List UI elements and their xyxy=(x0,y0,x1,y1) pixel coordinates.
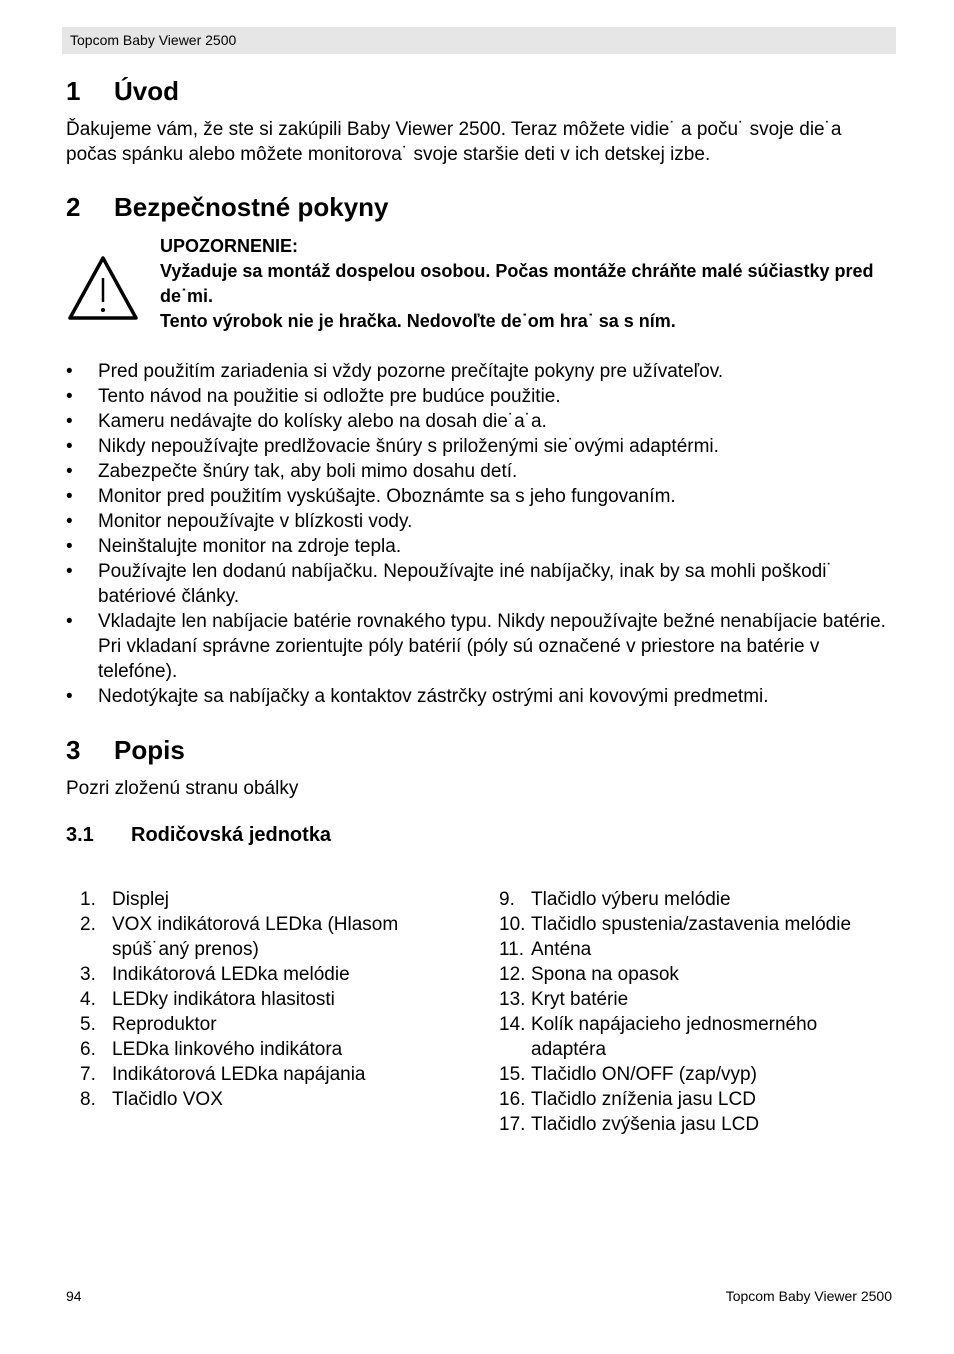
footer-title: Topcom Baby Viewer 2500 xyxy=(725,1288,892,1304)
item-text: Kolík napájacieho jednosmerného adaptéra xyxy=(531,1014,818,1060)
item-number: 13. xyxy=(499,989,526,1010)
list-item-text: Vkladajte len nabíjacie batérie rovnakého typu. Nikdy nepoužívajte bežné nenabíjacie batérie. Pri vkladaní správne zorientujte póly batérií (póly sú označené v priestore na batérie v telefóne). xyxy=(98,611,886,682)
bullet-marker: • xyxy=(66,436,73,457)
description-paragraph: Pozri zloženú stranu obálky xyxy=(66,778,299,799)
subsection-number: 3.1 xyxy=(66,824,94,846)
bullet-marker: • xyxy=(66,361,73,382)
list-item xyxy=(66,484,896,509)
list-item-text: Monitor nepoužívajte v blízkosti vody. xyxy=(98,511,413,532)
item-text: Anténa xyxy=(531,939,592,960)
list-item xyxy=(80,987,460,1012)
list-item xyxy=(80,912,460,962)
item-text: Tlačidlo zníženia jasu LCD xyxy=(531,1089,756,1110)
header-title: Topcom Baby Viewer 2500 xyxy=(70,32,237,48)
list-item-text: Nikdy nepoužívajte predlžovacie šnúry s priloženými sie˙ovými adaptérmi. xyxy=(98,436,719,457)
list-item xyxy=(80,1062,460,1087)
item-number: 11. xyxy=(499,939,525,960)
list-item-text: Tento návod na použitie si odložte pre budúce použitie. xyxy=(98,386,561,407)
list-item-text: Zabezpečte šnúry tak, aby boli mimo dosahu detí. xyxy=(98,461,518,482)
item-text: Kryt batérie xyxy=(531,989,629,1010)
item-number: 5. xyxy=(80,1014,96,1035)
item-number: 15. xyxy=(499,1064,526,1085)
list-item-text: Používajte len dodanú nabíjačku. Nepoužívajte iné nabíjačky, inak by sa mohli poškodi˙ batériové články. xyxy=(98,561,833,607)
warning-triangle-icon xyxy=(66,254,140,322)
subsection-heading xyxy=(66,824,331,847)
section-title: Popis xyxy=(114,735,185,765)
section-number: 2 xyxy=(66,192,81,222)
item-text: Tlačidlo VOX xyxy=(112,1089,223,1110)
item-number: 1. xyxy=(80,889,96,910)
section-heading-2 xyxy=(66,192,389,223)
item-number: 7. xyxy=(80,1064,96,1085)
list-item xyxy=(80,1012,460,1037)
safety-instructions-list xyxy=(66,359,896,709)
item-number: 4. xyxy=(80,989,96,1010)
item-number: 9. xyxy=(499,889,515,910)
list-item xyxy=(66,534,896,559)
list-item xyxy=(499,937,896,962)
list-item-text: Neinštalujte monitor na zdroje tepla. xyxy=(98,536,402,557)
parts-list-left xyxy=(80,887,460,1112)
warning-line: Tento výrobok nie je hračka. Nedovoľte de˙om hra˙ sa s ním. xyxy=(160,311,676,331)
list-item xyxy=(66,609,896,684)
list-item xyxy=(499,887,896,912)
list-item xyxy=(499,1012,896,1062)
list-item xyxy=(66,384,896,409)
section-number: 1 xyxy=(66,76,81,106)
list-item xyxy=(66,434,896,459)
bullet-marker: • xyxy=(66,611,73,632)
item-text: Tlačidlo ON/OFF (zap/vyp) xyxy=(531,1064,757,1085)
section-heading-3 xyxy=(66,735,185,766)
list-item xyxy=(66,509,896,534)
list-item xyxy=(80,962,460,987)
list-item-text: Pred použitím zariadenia si vždy pozorne prečítajte pokyny pre užívateľov. xyxy=(98,361,724,382)
bullet-marker: • xyxy=(66,686,73,707)
item-text: Indikátorová LEDka napájania xyxy=(112,1064,366,1085)
list-item xyxy=(80,887,460,912)
bullet-marker: • xyxy=(66,461,73,482)
item-text: Reproduktor xyxy=(112,1014,217,1035)
item-text: Tlačidlo spustenia/zastavenia melódie xyxy=(531,914,852,935)
bullet-marker: • xyxy=(66,511,73,532)
bullet-marker: • xyxy=(66,411,73,432)
list-item xyxy=(499,1062,896,1087)
warning-block xyxy=(160,234,880,334)
item-text: LEDka linkového indikátora xyxy=(112,1039,343,1060)
item-text: Displej xyxy=(112,889,170,910)
list-item xyxy=(80,1037,460,1062)
section-heading-1 xyxy=(66,76,179,107)
item-number: 10. xyxy=(499,914,526,935)
page-number: 94 xyxy=(66,1288,82,1304)
list-item-text: Nedotýkajte sa nabíjačky a kontaktov zástrčky ostrými ani kovovými predmetmi. xyxy=(98,686,769,707)
item-number: 16. xyxy=(499,1089,526,1110)
list-item xyxy=(66,459,896,484)
item-number: 8. xyxy=(80,1089,96,1110)
list-item xyxy=(66,684,896,709)
list-item-text: Kameru nedávajte do kolísky alebo na dosah die˙a˙a. xyxy=(98,411,547,432)
bullet-marker: • xyxy=(66,561,73,582)
item-number: 17. xyxy=(499,1114,526,1135)
subsection-title: Rodičovská jednotka xyxy=(131,824,332,846)
section-number: 3 xyxy=(66,735,81,765)
list-item xyxy=(499,1112,896,1137)
item-text: VOX indikátorová LEDka (Hlasom spúš˙aný prenos) xyxy=(112,914,399,960)
item-text: Tlačidlo zvýšenia jasu LCD xyxy=(531,1114,760,1135)
list-item xyxy=(80,1087,460,1112)
intro-paragraph: Ďakujeme vám, že ste si zakúpili Baby Viewer 2500. Teraz môžete vidie˙ a poču˙ svoje die˙a počas spánku alebo môžete monitorova˙ svoje staršie deti v ich detskej izbe. xyxy=(66,119,842,165)
item-text: LEDky indikátora hlasitosti xyxy=(112,989,335,1010)
list-item xyxy=(66,409,896,434)
item-text: Tlačidlo výberu melódie xyxy=(531,889,731,910)
list-item-text: Monitor pred použitím vyskúšajte. Oboznámte sa s jeho fungovaním. xyxy=(98,486,676,507)
warning-line: Vyžaduje sa montáž dospelou osobou. Počas montáže chráňte malé súčiastky pred de˙mi. xyxy=(160,261,874,306)
item-number: 14. xyxy=(499,1014,526,1035)
list-item xyxy=(66,359,896,384)
item-number: 6. xyxy=(80,1039,96,1060)
item-text: Spona na opasok xyxy=(531,964,679,985)
section-title: Úvod xyxy=(114,76,179,106)
bullet-marker: • xyxy=(66,536,73,557)
list-item xyxy=(499,962,896,987)
list-item xyxy=(66,559,896,609)
list-item xyxy=(499,987,896,1012)
item-number: 12. xyxy=(499,964,526,985)
list-item xyxy=(499,912,896,937)
list-item xyxy=(499,1087,896,1112)
bullet-marker: • xyxy=(66,486,73,507)
parts-list-right xyxy=(499,887,896,1137)
running-header xyxy=(62,27,896,54)
item-number: 2. xyxy=(80,914,96,935)
bullet-marker: • xyxy=(66,386,73,407)
warning-title: UPOZORNENIE: xyxy=(160,236,299,256)
section-title: Bezpečnostné pokyny xyxy=(114,192,389,222)
item-text: Indikátorová LEDka melódie xyxy=(112,964,350,985)
item-number: 3. xyxy=(80,964,96,985)
